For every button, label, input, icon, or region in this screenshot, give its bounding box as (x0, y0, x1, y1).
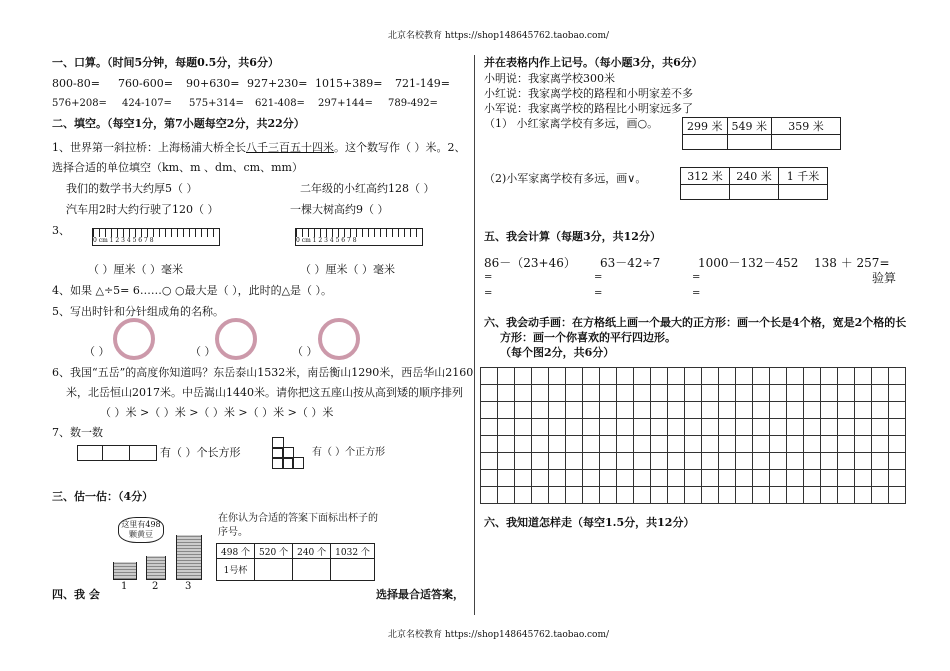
grid-cell[interactable] (515, 385, 532, 402)
grid-cell[interactable] (566, 402, 583, 419)
grid-cell[interactable] (889, 402, 906, 419)
grid-cell[interactable] (549, 436, 566, 453)
grid-cell[interactable] (481, 470, 498, 487)
section-4-intro: 并在表格内作上记号。（每小题3分，共6分） (484, 56, 703, 69)
grid-cell[interactable] (668, 368, 685, 385)
q1-part-a: 1、世界第一斜拉桥：上海杨浦大桥全长 (52, 141, 246, 154)
grid-cell[interactable] (719, 453, 736, 470)
grid-cell[interactable] (753, 436, 770, 453)
grid-cell[interactable] (804, 419, 821, 436)
grid-cell[interactable] (515, 470, 532, 487)
grid-cell[interactable] (634, 368, 651, 385)
grid-cell[interactable] (651, 436, 668, 453)
q2a-text: 我们的数学书大约厚5（ ） (66, 182, 198, 195)
grid-cell[interactable] (498, 436, 515, 453)
grid-cell[interactable] (532, 419, 549, 436)
grid-cell[interactable] (481, 368, 498, 385)
grid-cell[interactable] (872, 419, 889, 436)
grid-cell[interactable] (532, 436, 549, 453)
section-4-continued: 选择最合适答案， (376, 588, 464, 601)
grid-cell[interactable] (634, 453, 651, 470)
grid-cell[interactable] (685, 402, 702, 419)
grid-cell[interactable] (770, 385, 787, 402)
grid-cell[interactable] (685, 470, 702, 487)
estimate-instruction-2: 序号。 (218, 527, 248, 538)
grid-cell[interactable] (651, 453, 668, 470)
grid-cell[interactable] (583, 385, 600, 402)
grid-cell[interactable] (770, 402, 787, 419)
grid-cell[interactable] (566, 368, 583, 385)
grid-cell[interactable] (821, 419, 838, 436)
grid-cell[interactable] (481, 487, 498, 504)
grid-cell[interactable] (889, 419, 906, 436)
grid-cell[interactable] (855, 385, 872, 402)
equals-sign: = (594, 272, 603, 283)
equals-sign: = (692, 272, 701, 283)
cup-icon (146, 556, 166, 580)
grid-cell[interactable] (685, 436, 702, 453)
oral-item: 424-107= (122, 98, 172, 109)
grid-cell[interactable] (583, 470, 600, 487)
statement-2: 小红说：我家离学校的路程和小明家差不多 (484, 87, 693, 100)
grid-cell[interactable] (617, 385, 634, 402)
page-footer: 北京名校教育 https://shop148645762.taobao.com/ (388, 630, 610, 640)
grid-cell[interactable] (702, 453, 719, 470)
grid-cell[interactable] (498, 487, 515, 504)
grid-cell[interactable] (821, 487, 838, 504)
grid-cell[interactable] (821, 470, 838, 487)
oral-item: 927+230= (247, 77, 308, 90)
oral-item: 576+208= (52, 98, 107, 109)
grid-cell[interactable] (787, 436, 804, 453)
grid-cell[interactable] (838, 402, 855, 419)
section-6-title: 六、我会动手画：在方格纸上画一个最大的正方形：画一个长是4个格，宽是2个格的长 (484, 316, 907, 329)
q6-line-1: 6、我国“五岳”的高度你知道吗？东岳泰山1532米，南岳衡山1290米，西岳华山2160 (52, 366, 474, 379)
grid-cell[interactable] (634, 436, 651, 453)
grid-cell[interactable] (566, 419, 583, 436)
section-2-title: 二、填空。（每空1分，第7小题每空2分，共22分） (52, 117, 305, 130)
grid-cell[interactable] (566, 487, 583, 504)
grid-cell[interactable] (804, 436, 821, 453)
grid-cell[interactable] (651, 470, 668, 487)
grid-cell[interactable] (498, 470, 515, 487)
grid-cell[interactable] (668, 453, 685, 470)
distance-table-2 (680, 167, 828, 200)
grid-cell[interactable] (838, 436, 855, 453)
grid-cell[interactable] (532, 385, 549, 402)
grid-cell[interactable] (889, 470, 906, 487)
grid-cell[interactable] (566, 436, 583, 453)
grid-cell[interactable] (634, 419, 651, 436)
section-4-title: 四、我 会 (52, 588, 100, 601)
speech-bubble: 这里有498颗黄豆 (118, 517, 164, 543)
grid-cell[interactable] (702, 487, 719, 504)
grid-cell[interactable] (566, 453, 583, 470)
grid-cell[interactable] (838, 470, 855, 487)
grid-cell[interactable] (889, 385, 906, 402)
grid-cell[interactable] (668, 385, 685, 402)
grid-cell[interactable] (787, 470, 804, 487)
grid-cell[interactable] (872, 470, 889, 487)
grid-cell[interactable] (600, 436, 617, 453)
grid-cell[interactable] (549, 419, 566, 436)
grid-cell[interactable] (600, 470, 617, 487)
grid-cell[interactable] (600, 453, 617, 470)
grid-cell[interactable] (787, 487, 804, 504)
grid-cell[interactable] (838, 368, 855, 385)
grid-cell[interactable] (855, 419, 872, 436)
grid-cell[interactable] (498, 402, 515, 419)
cup-label: 1 (121, 581, 128, 592)
q2-text: 选择合适的单位填空（km、m 、dm、cm、mm） (52, 161, 303, 174)
grid-cell[interactable] (549, 385, 566, 402)
section-6-title-3: （每个图2分，共6分） (500, 346, 615, 359)
distance-table-1 (682, 117, 841, 150)
grid-cell[interactable] (736, 402, 753, 419)
grid-cell[interactable] (515, 419, 532, 436)
grid-cell[interactable] (804, 470, 821, 487)
grid-cell[interactable] (770, 436, 787, 453)
grid-cell[interactable] (702, 419, 719, 436)
grid-cell[interactable] (855, 436, 872, 453)
grid-cell[interactable] (651, 385, 668, 402)
grid-cell[interactable] (515, 487, 532, 504)
grid-cell[interactable] (634, 487, 651, 504)
equals-sign: = (484, 272, 493, 283)
grid-cell[interactable] (651, 419, 668, 436)
grid-cell[interactable] (787, 402, 804, 419)
q2b-text: 二年级的小红高约128（ ） (300, 182, 435, 195)
grid-cell[interactable] (702, 470, 719, 487)
grid-cell[interactable] (583, 402, 600, 419)
grid-cell[interactable] (515, 453, 532, 470)
q6-line-2: 米，北岳恒山2017米。中岳嵩山1440米。请你把这五座山按从高到矮的顺序排列 (66, 386, 463, 399)
grid-cell[interactable] (855, 453, 872, 470)
grid-cell[interactable] (804, 487, 821, 504)
grid-cell[interactable] (532, 368, 549, 385)
grid-cell[interactable] (668, 487, 685, 504)
estimate-instruction: 在你认为合适的答案下面标出杯子的 (218, 513, 378, 524)
cup-icon (113, 562, 137, 580)
q3b-text: （ ）厘米（ ）毫米 (300, 263, 395, 276)
q1-part-b: 。这个数写作（ ）米。2、 (334, 141, 466, 154)
grid-cell[interactable] (719, 402, 736, 419)
grid-cell[interactable] (498, 453, 515, 470)
calc-item: 138 ＋ 257= (814, 256, 890, 270)
estimate-option: 498 个 (217, 544, 255, 559)
q7-label: 7、数一数 (52, 426, 103, 439)
grid-cell[interactable] (685, 487, 702, 504)
grid-cell[interactable] (617, 402, 634, 419)
grid-cell[interactable] (600, 368, 617, 385)
estimate-option: 240 个 (293, 544, 331, 559)
oral-item: 621-408= (255, 98, 305, 109)
ruler-2: 0 cm 1 2 3 4 5 6 7 8 (295, 228, 423, 246)
q5-blank: （ ） (292, 345, 318, 358)
distance-option: 1 千米 (779, 168, 828, 185)
estimate-cell: 1号杯 (217, 559, 255, 581)
grid-cell[interactable] (515, 436, 532, 453)
check-label: 验算 (872, 271, 897, 285)
grid-cell[interactable] (600, 402, 617, 419)
grid-cell[interactable] (651, 402, 668, 419)
question-1: （1） 小红家离学校有多远，画○。 (484, 117, 659, 130)
grid-cell[interactable] (634, 402, 651, 419)
grid-cell[interactable] (498, 368, 515, 385)
grid-cell[interactable] (736, 368, 753, 385)
q7a-text: 有（ ）个长方形 (160, 446, 241, 459)
calc-item: 63－42÷7 (600, 256, 661, 270)
grid-cell[interactable] (498, 419, 515, 436)
q7b-text: 有（ ）个正方形 (312, 447, 386, 458)
distance-option: 549 米 (727, 118, 772, 135)
grid-cell[interactable] (515, 402, 532, 419)
grid-cell[interactable] (702, 385, 719, 402)
grid-cell[interactable] (804, 453, 821, 470)
distance-option: 312 米 (681, 168, 730, 185)
statement-3: 小军说：我家离学校的路程比小明家远多了 (484, 102, 693, 115)
grid-cell[interactable] (753, 368, 770, 385)
grid-cell[interactable] (855, 487, 872, 504)
grid-cell[interactable] (600, 487, 617, 504)
grid-cell[interactable] (753, 453, 770, 470)
statement-1: 小明说：我家离学校300米 (484, 72, 615, 85)
grid-cell[interactable] (549, 402, 566, 419)
page-header: 北京名校教育 https://shop148645762.taobao.com/ (388, 31, 610, 41)
q2c-text: 汽车用2时大约行驶了120（ ） (66, 203, 219, 216)
grid-cell[interactable] (481, 385, 498, 402)
grid-cell[interactable] (719, 385, 736, 402)
q1-text (52, 141, 466, 155)
grid-cell[interactable] (702, 402, 719, 419)
oral-item: 721-149= (395, 77, 450, 90)
grid-cell[interactable] (566, 470, 583, 487)
grid-cell[interactable] (821, 402, 838, 419)
grid-cell[interactable] (770, 487, 787, 504)
grid-cell[interactable] (872, 453, 889, 470)
estimate-option: 1032 个 (331, 544, 375, 559)
grid-cell[interactable] (617, 436, 634, 453)
grid-cell[interactable] (753, 385, 770, 402)
grid-cell[interactable] (583, 487, 600, 504)
q2d-text: 一棵大树高约9（ ） (290, 203, 389, 216)
grid-cell[interactable] (685, 453, 702, 470)
grid-cell[interactable] (719, 436, 736, 453)
grid-cell[interactable] (617, 470, 634, 487)
cup-icon (176, 535, 202, 580)
grid-cell[interactable] (770, 470, 787, 487)
cup-label: 3 (185, 581, 192, 592)
grid-cell[interactable] (668, 470, 685, 487)
grid-cell[interactable] (617, 453, 634, 470)
grid-cell[interactable] (566, 385, 583, 402)
grid-cell[interactable] (583, 436, 600, 453)
grid-cell[interactable] (838, 419, 855, 436)
grid-cell[interactable] (821, 436, 838, 453)
grid-cell[interactable] (889, 453, 906, 470)
grid-cell[interactable] (736, 385, 753, 402)
grid-cell[interactable] (804, 402, 821, 419)
grid-cell[interactable] (770, 419, 787, 436)
grid-cell[interactable] (855, 470, 872, 487)
grid-cell[interactable] (583, 453, 600, 470)
grid-cell[interactable] (685, 419, 702, 436)
grid-cell[interactable] (549, 487, 566, 504)
section-6-title-2: 方形：画一个你喜欢的平行四边形。 (500, 331, 676, 344)
grid-cell[interactable] (838, 453, 855, 470)
q5-blank: （ ） (190, 345, 216, 358)
rectangle-figure (102, 445, 130, 461)
q1-underlined: 八千三百五十四米 (246, 141, 334, 154)
grid-cell[interactable] (685, 385, 702, 402)
grid-cell[interactable] (668, 436, 685, 453)
grid-cell[interactable] (719, 470, 736, 487)
section-7-title: 六、我知道怎样走（每空1.5分，共12分） (484, 516, 695, 529)
grid-cell[interactable] (481, 453, 498, 470)
cup-label: 2 (152, 581, 159, 592)
column-divider (474, 55, 475, 615)
grid-cell[interactable] (872, 402, 889, 419)
grid-cell[interactable] (498, 385, 515, 402)
grid-cell[interactable] (838, 385, 855, 402)
grid-cell[interactable] (872, 368, 889, 385)
drawing-grid[interactable] (480, 367, 906, 504)
grid-cell[interactable] (617, 368, 634, 385)
grid-cell[interactable] (532, 470, 549, 487)
distance-option: 240 米 (730, 168, 779, 185)
grid-cell[interactable] (532, 453, 549, 470)
grid-cell[interactable] (685, 368, 702, 385)
q3-label: 3、 (52, 224, 70, 237)
grid-cell[interactable] (804, 368, 821, 385)
oral-item: 760-600= (118, 77, 173, 90)
grid-cell[interactable] (821, 385, 838, 402)
grid-cell[interactable] (702, 368, 719, 385)
clock-icon (318, 318, 360, 360)
clock-icon (215, 318, 257, 360)
grid-cell[interactable] (787, 385, 804, 402)
estimate-table (216, 543, 375, 581)
grid-cell[interactable] (787, 419, 804, 436)
q5-blank: （ ） (84, 345, 110, 358)
q3a-text: （ ）厘米（ ）毫米 (88, 263, 183, 276)
grid-cell[interactable] (617, 419, 634, 436)
grid-cell[interactable] (651, 368, 668, 385)
oral-item: 297+144= (318, 98, 373, 109)
section-3-title: 三、估一估：（4分） (52, 490, 154, 503)
distance-option: 299 米 (683, 118, 728, 135)
grid-cell[interactable] (481, 419, 498, 436)
grid-cell[interactable] (532, 402, 549, 419)
grid-cell[interactable] (617, 487, 634, 504)
oral-item: 90+630= (186, 77, 240, 90)
grid-cell[interactable] (481, 402, 498, 419)
grid-cell[interactable] (855, 402, 872, 419)
calc-item: 86－（23+46） (484, 256, 576, 270)
grid-cell[interactable] (770, 453, 787, 470)
grid-cell[interactable] (634, 385, 651, 402)
question-2: （2)小军家离学校有多远，画∨。 (484, 172, 647, 185)
grid-cell[interactable] (821, 368, 838, 385)
oral-item: 800-80= (52, 77, 100, 90)
calc-item: 1000－132－452 (698, 256, 799, 270)
grid-cell[interactable] (600, 385, 617, 402)
grid-cell[interactable] (753, 470, 770, 487)
grid-cell[interactable] (651, 487, 668, 504)
equals-sign: = (692, 288, 701, 299)
q5-text: 5、写出时针和分针组成角的名称。 (52, 305, 224, 318)
grid-cell[interactable] (481, 436, 498, 453)
distance-option: 359 米 (772, 118, 841, 135)
grid-cell[interactable] (804, 385, 821, 402)
grid-cell[interactable] (872, 385, 889, 402)
grid-cell[interactable] (753, 419, 770, 436)
grid-cell[interactable] (719, 368, 736, 385)
grid-cell[interactable] (753, 487, 770, 504)
grid-cell[interactable] (736, 436, 753, 453)
grid-cell[interactable] (753, 402, 770, 419)
grid-cell[interactable] (770, 368, 787, 385)
grid-cell[interactable] (838, 487, 855, 504)
grid-cell[interactable] (736, 487, 753, 504)
grid-cell[interactable] (855, 368, 872, 385)
grid-cell[interactable] (736, 470, 753, 487)
grid-cell[interactable] (600, 419, 617, 436)
grid-cell[interactable] (719, 487, 736, 504)
oral-item: 789-492= (388, 98, 438, 109)
grid-cell[interactable] (889, 436, 906, 453)
grid-cell[interactable] (872, 436, 889, 453)
grid-cell[interactable] (889, 368, 906, 385)
grid-cell[interactable] (549, 453, 566, 470)
grid-cell[interactable] (668, 402, 685, 419)
grid-cell[interactable] (719, 419, 736, 436)
grid-cell[interactable] (549, 368, 566, 385)
q6-line-3: （ ）米 >（ ）米 >（ ）米 >（ ）米 >（ ）米 (100, 406, 334, 419)
grid-cell[interactable] (736, 453, 753, 470)
grid-cell[interactable] (787, 368, 804, 385)
grid-cell[interactable] (549, 470, 566, 487)
grid-cell[interactable] (787, 453, 804, 470)
grid-cell[interactable] (532, 487, 549, 504)
grid-cell[interactable] (889, 487, 906, 504)
q4-text: 4、如果 △÷5= 6……○ ○最大是（ ），此时的△是（ ）。 (52, 284, 333, 297)
equals-sign: = (594, 288, 603, 299)
grid-cell[interactable] (515, 368, 532, 385)
grid-cell[interactable] (736, 419, 753, 436)
section-5-title: 五、我会计算（每题3分，共12分） (484, 230, 661, 243)
grid-cell[interactable] (821, 453, 838, 470)
oral-item: 1015+389= (315, 77, 383, 90)
grid-cell[interactable] (634, 470, 651, 487)
grid-cell[interactable] (872, 487, 889, 504)
equals-sign: = (484, 288, 493, 299)
ruler-1: 0 cm 1 2 3 4 5 6 7 8 (92, 228, 220, 246)
estimate-option: 520 个 (255, 544, 293, 559)
grid-cell[interactable] (583, 419, 600, 436)
grid-cell[interactable] (702, 436, 719, 453)
grid-cell[interactable] (668, 419, 685, 436)
section-1-title: 一、口算。（时间5分钟，每题0.5分，共6分） (52, 56, 279, 69)
oral-item: 575+314= (189, 98, 244, 109)
grid-cell[interactable] (583, 368, 600, 385)
clock-icon (113, 318, 155, 360)
